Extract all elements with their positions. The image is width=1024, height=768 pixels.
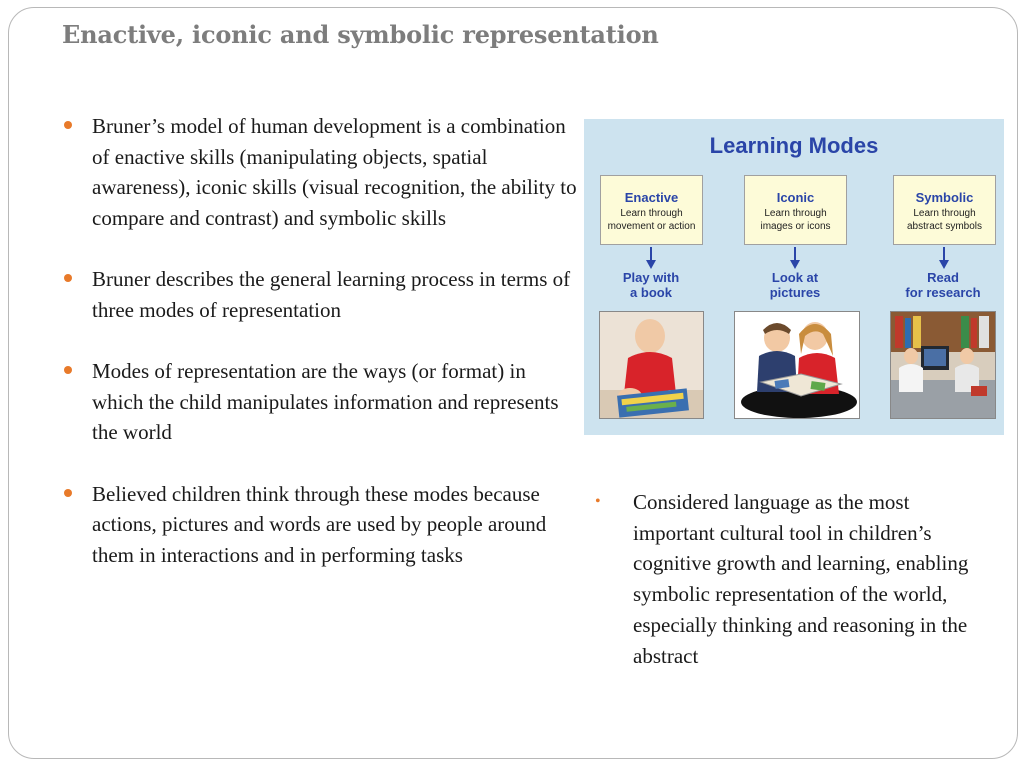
- mode-description: [894, 207, 995, 233]
- arrow-down-icon: [645, 247, 657, 269]
- bullet-dot-icon: [64, 274, 72, 282]
- bullet-item: [62, 479, 580, 571]
- arrow-down-icon: [789, 247, 801, 269]
- learning-modes-figure: [584, 119, 1004, 435]
- computer-lab-reading-photo: [890, 311, 996, 419]
- children-looking-at-book-photo: [734, 311, 860, 419]
- bullet-item: [62, 264, 580, 325]
- bullet-text: Believed children think through these modes because actions, pictures and words are used by people around them in interactions and in performing tasks: [92, 481, 547, 567]
- side-bullet-text: Considered language as the most important cultural tool in children’s cognitive growth and learning, enabling symbolic representation of the world, especially thinking and reasoning in the abstract: [633, 490, 969, 668]
- bullet-dot-icon: •: [595, 493, 601, 510]
- children-reading-illustration: [735, 312, 860, 419]
- mode-desc-line: images or icons: [760, 221, 831, 232]
- mode-name: Iconic: [776, 190, 815, 205]
- side-bullet-item: [595, 487, 995, 671]
- arrow-down-icon: [938, 247, 950, 269]
- baby-with-book-photo: [599, 311, 704, 419]
- main-bullet-list: [62, 111, 580, 601]
- baby-with-book-illustration: [600, 312, 704, 419]
- bullet-dot-icon: [64, 121, 72, 129]
- mode-box-symbolic: [893, 175, 996, 245]
- bullet-dot-icon: [64, 366, 72, 374]
- figure-title: Learning Modes: [709, 133, 879, 158]
- bullet-text: Bruner describes the general learning process in terms of three modes of representation: [92, 267, 571, 322]
- bullet-text: Bruner’s model of human development is a combination of enactive skills (manipulating objects, spatial awareness), iconic skills (visual recognition, the ability to compare and contrast) and symbolic skills: [92, 114, 577, 230]
- bullet-item: [62, 111, 580, 233]
- mode-action-text: Read for research: [905, 270, 981, 300]
- mode-action-text: Look at pictures: [769, 270, 821, 300]
- mode-action-text: Play with a book: [622, 270, 680, 300]
- mode-desc-line: Learn through: [764, 208, 827, 219]
- mode-name: Enactive: [624, 190, 679, 205]
- bullet-item: [62, 356, 580, 448]
- mode-desc-line: Learn through: [620, 208, 683, 219]
- computer-lab-illustration: [891, 312, 996, 419]
- mode-box-enactive: [600, 175, 703, 245]
- bullet-text: Modes of representation are the ways (or format) in which the child manipulates information and represents the world: [92, 359, 559, 444]
- mode-desc-line: abstract symbols: [906, 221, 983, 232]
- bullet-dot-icon: [64, 489, 72, 497]
- slide-title: Enactive, iconic and symbolic representation: [62, 20, 659, 49]
- mode-box-iconic: [744, 175, 847, 245]
- mode-description: [601, 207, 702, 233]
- mode-desc-line: movement or action: [607, 221, 696, 232]
- mode-desc-line: Learn through: [913, 208, 976, 219]
- mode-description: [745, 207, 846, 233]
- mode-name: Symbolic: [915, 190, 974, 205]
